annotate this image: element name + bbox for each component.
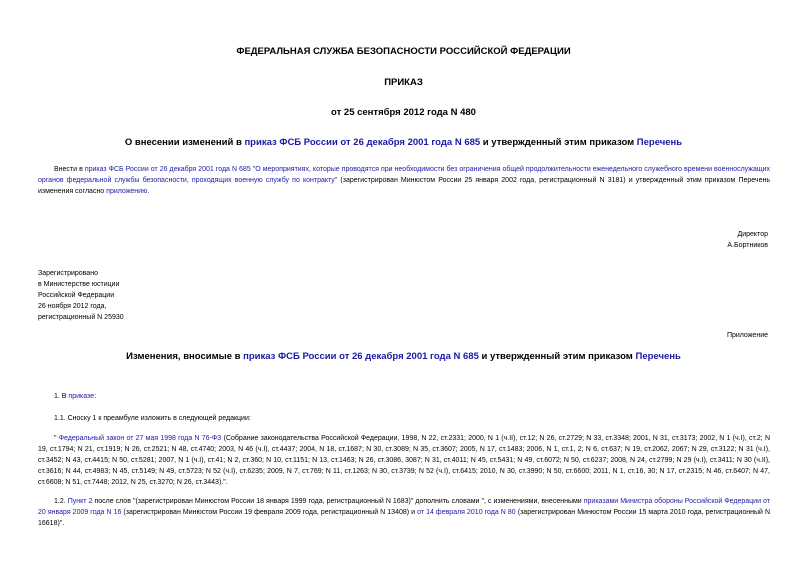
item-1-2-point-link[interactable]: Пункт 2	[67, 498, 93, 505]
item-1-2-text-2: (зарегистрирован Минюстом России 19 февраля 2009 года, регистрационный N 13408) и	[121, 509, 418, 516]
intro-paragraph	[38, 164, 770, 197]
appendix-label: Приложение	[726, 332, 768, 339]
appendix-order-link[interactable]: приказ ФСБ России от 26 декабря 2001 года N 685	[243, 351, 479, 362]
item-1-1: 1.1. Сноску 1 к преамбуле изложить в следующей редакции:	[54, 415, 251, 422]
appendix-title-prefix: Изменения, вносимые в	[126, 351, 244, 362]
appendix-title-middle: и утвержденный этим приказом	[478, 351, 636, 362]
registration-line-3: Российской Федерации	[38, 292, 115, 299]
registration-line-4: 26 ноября 2012 года,	[38, 303, 107, 310]
item-1-2-text-3: (зарегистрирован Минюстом России 15 марта 2010 года, регистрационный N 16618)".	[38, 509, 771, 527]
subject-heading	[0, 137, 807, 148]
intro-text-1: Внести в	[54, 166, 85, 173]
subject-order-link[interactable]: приказ ФСБ России от 26 декабря 2001 года N 685	[244, 137, 481, 148]
intro-appendix-link[interactable]: приложению	[106, 188, 148, 195]
registration-line-5: регистрационный N 25930	[38, 314, 124, 321]
registration-block	[38, 268, 124, 323]
item-1-2-text-1: после слов "(зарегистрирован Минюстом России 18 января 1999 года, регистрационный N 1683)" дополнить словами ", с изменениями, внесенными	[92, 498, 584, 505]
item-1	[54, 391, 96, 402]
appendix-title	[0, 351, 807, 362]
registration-line-1: Зарегистрировано	[38, 270, 98, 277]
item-1-2-num: 1.2.	[54, 498, 68, 505]
intro-order-link[interactable]: приказ ФСБ России от 26 декабря 2001 года N 685 "О мероприятиях, которые проводятся при необходимости без ограничения общей продолжительности еженедельного служебного времени военнослужащих органов федеральной службы безопасности, проходящих военную службу по контракту"	[38, 166, 771, 184]
doc-type-title: ПРИКАЗ	[384, 77, 423, 88]
subject-middle: и утвержденный этим приказом	[480, 137, 637, 148]
footnote-quote: "	[54, 435, 57, 442]
subject-list-link[interactable]: Перечень	[636, 137, 683, 148]
agency-title: ФЕДЕРАЛЬНАЯ СЛУЖБА БЕЗОПАСНОСТИ РОССИЙСКОЙ ФЕДЕРАЦИИ	[236, 46, 571, 57]
item-1-text: 1. В	[54, 393, 69, 400]
footnote-paragraph	[38, 433, 770, 488]
item-1-2-orders-link[interactable]: приказами Министра обороны Российской Федерации от 20 января 2009 года N 16	[38, 498, 770, 516]
item-1-2-order-80-link[interactable]: от 14 февраля 2010 года N 80	[417, 509, 516, 516]
subject-prefix: О внесении изменений в	[124, 137, 245, 148]
federal-law-link[interactable]: Федеральный закон от 27 мая 1998 года N 76-ФЗ	[58, 435, 222, 442]
appendix-list-link[interactable]: Перечень	[635, 351, 681, 362]
item-1-end: :	[94, 393, 97, 400]
item-1-2-paragraph	[38, 496, 770, 529]
footnote-text: (Собрание законодательства Российской Федерации, 1998, N 22, ст.2331; 2000, N 1 (ч.II), ст.12; N 26, ст.2729; N 33, ст.3348; 2001, N 31, ст.3173; 2002, N 1 (ч.I), ст.2; N 19, ст.1794; N 21, ст.1919; N 26, ст.2521; N 48, ст.4740; 2003, N 46 (ч.I), ст.4437; 2004, N 18, ст.1687; N 30, ст.3089; N 35, ст.3607; 2005, N 17, ст.1483; 2006, N 1, ст.1, 2; N 6, ст.637; N 19, ст.2062, 2067; N 29, ст.3122; N 31 (ч.I), ст.3452; N 43, ст.4415; N 50, ст.5281; 2007, N 1 (ч.I), ст.41; N 2, ст.360; N 10, ст.1151; N 13, ст.1463; N 26, ст.3086, 3087; N 31, ст.4011; N 45, ст.5431; N 49, ст.6072; N 50, ст.6237; 2008, N 24, ст.2799; N 29 (ч.I), ст.3411; N 30 (ч.II), ст.3616; N 44, ст.4983; N 45, ст.5149; N 49, ст.5723; N 52 (ч.I), ст.6235; 2009, N 7, ст.769; N 11, ст.1263; N 30, ст.3739; N 52 (ч.I), ст.6415; 2010, N 30, ст.3990; N 50, ст.6600; 2011, N 1, ст.16, 30; N 17, ст.2315; N 46, ст.6407; N 47, ст.6608; N 51, ст.7448; 2012, N 25, ст.3270; N 26, ст.3443).".	[38, 435, 771, 486]
item-1-order-link[interactable]: приказе	[68, 393, 95, 400]
registration-line-2: в Министерстве юстиции	[38, 281, 120, 288]
doc-date-line: от 25 сентября 2012 года N 480	[331, 107, 476, 118]
signature-block	[727, 229, 768, 251]
intro-text-2: (зарегистрирован Минюстом России 25 января 2002 года, регистрационный N 3181) и утвержденный этим приказом Перечень изменения согласно	[38, 177, 770, 195]
signature-position: Директор	[737, 231, 768, 238]
signature-name: А.Бортников	[727, 242, 768, 249]
intro-text-3: .	[147, 188, 150, 195]
